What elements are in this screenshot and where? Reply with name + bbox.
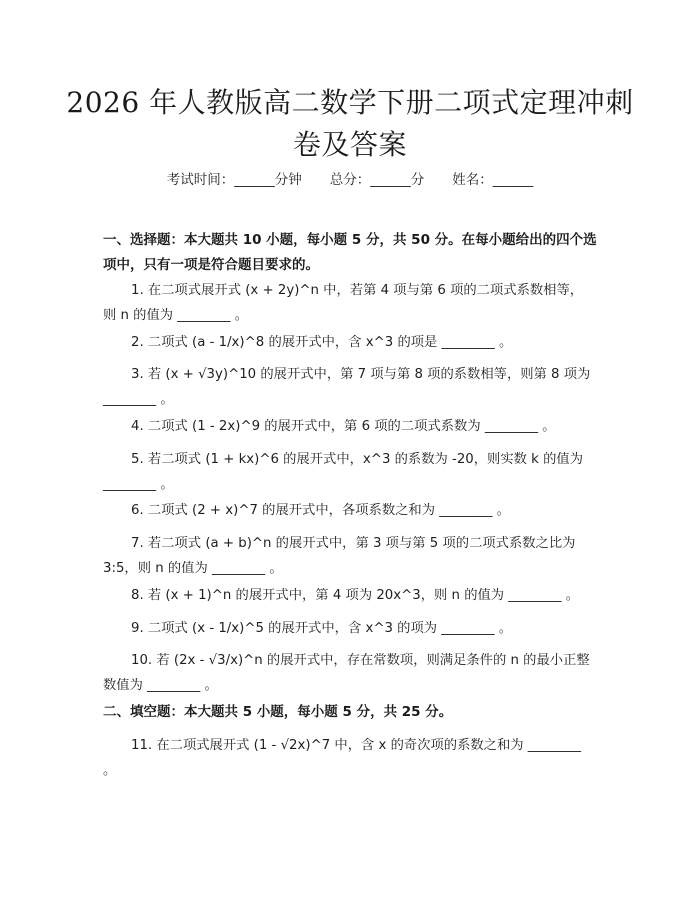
section-heading-fill: 二、填空题：本大题共 5 小题，每小题 5 分，共 25 分。: [103, 704, 453, 720]
exam-meta: [0, 168, 700, 188]
question-11: 11. 在二项式展开式 (1 - √2x)^7 中，含 x 的奇次项的系数之和为 ________ 。: [103, 738, 581, 778]
exam-time-field: 考试时间：______分钟: [166, 172, 302, 188]
page-title: 2026 年人教版高二数学下册二项式定理冲刺卷及答案: [66, 86, 634, 161]
question-5: 5. 若二项式 (1 + kx)^6 的展开式中，x^3 的系数为 -20，则实数 k 的值为 ________ 。: [103, 452, 583, 492]
question-7: 7. 若二项式 (a + b)^n 的展开式中，第 3 项与第 5 项的二项式系数之比为 3:5，则 n 的值为 ________ 。: [103, 536, 576, 576]
question-10: 10. 若 (2x - √3/x)^n 的展开式中，存在常数项，则满足条件的 n 的最小正整数值为 ________ 。: [103, 653, 590, 693]
question-1: 1. 在二项式展开式 (x + 2y)^n 中，若第 4 项与第 6 项的二项式系数相等，则 n 的值为 ________ 。: [103, 283, 584, 323]
question-6: 6. 二项式 (2 + x)^7 的展开式中，各项系数之和为 ________ 。: [131, 503, 510, 518]
question-8: 8. 若 (x + 1)^n 的展开式中，第 4 项为 20x^3，则 n 的值为 ________ 。: [131, 588, 580, 603]
total-score-field: 总分：______分: [329, 172, 425, 188]
student-name-field: 姓名：______: [452, 172, 534, 188]
question-9: 9. 二项式 (x - 1/x)^5 的展开式中，含 x^3 的项为 ________ 。: [131, 621, 512, 636]
section-heading-choice: 一、选择题：本大题共 10 小题，每小题 5 分，共 50 分。在每小题给出的四个选项中，只有一项是符合题目要求的。: [103, 232, 597, 273]
question-3: 3. 若 (x + √3y)^10 的展开式中，第 7 项与第 8 项的系数相等，则第 8 项为 ________ 。: [103, 367, 591, 407]
question-4: 4. 二项式 (1 - 2x)^9 的展开式中，第 6 项的二项式系数为 ________ 。: [131, 419, 556, 434]
question-2: 2. 二项式 (a - 1/x)^8 的展开式中，含 x^3 的项是 ________ 。: [131, 335, 513, 350]
